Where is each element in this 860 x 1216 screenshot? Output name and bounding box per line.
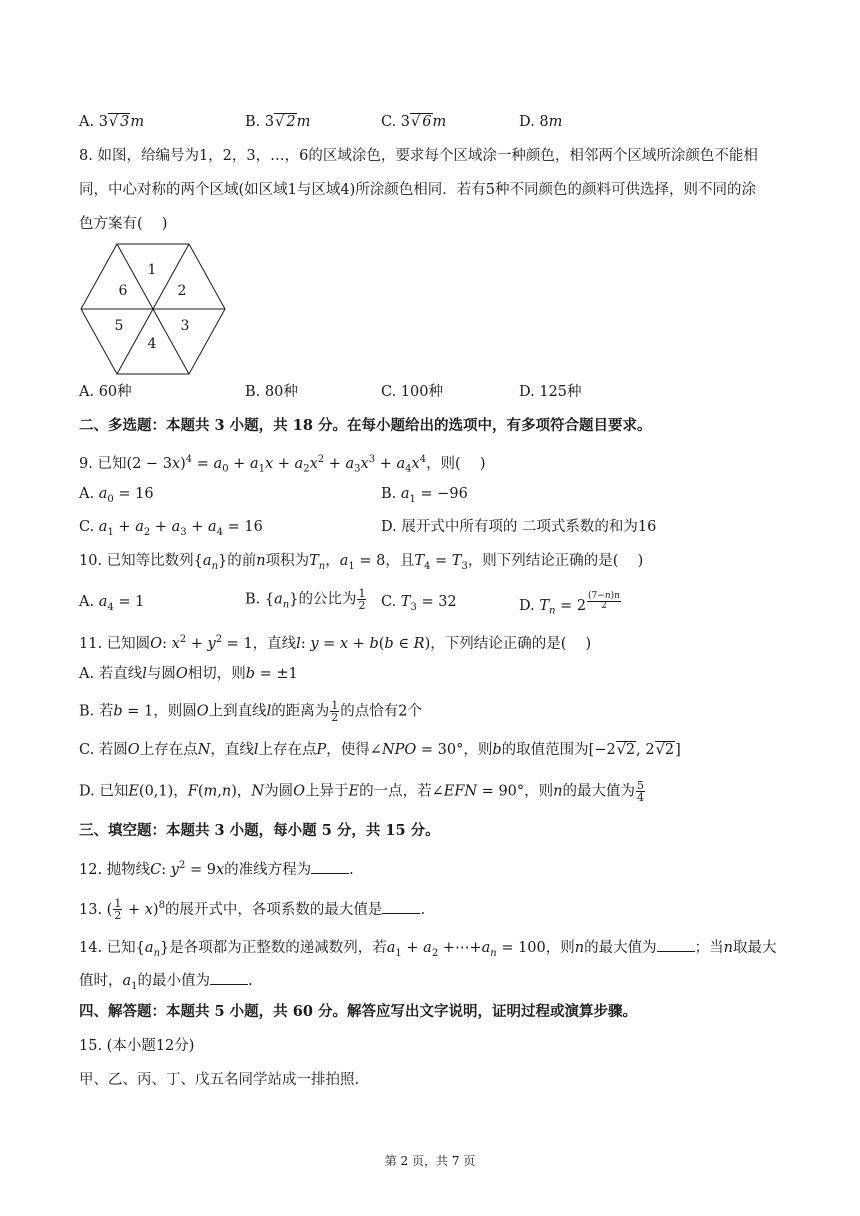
q11-option-c: C. 若圆O上存在点N，直线l上存在点P，使得∠NPO = 30°，则b的取值范围为[−2√2, 2√2] [79, 742, 681, 758]
q7-option-b: B. 3√ 2m [245, 114, 311, 130]
q10-option-a: A. $a_4 = 1$ [79, 594, 145, 613]
answer-blank[interactable] [210, 970, 248, 985]
region-4-label: 4 [147, 336, 157, 352]
q9-option-a: A. $a_0 = 16$ [79, 486, 154, 505]
q7-option-d: D. 8m [519, 114, 563, 130]
q10-option-b: B. $\{a_n\}$的公比为 $\frac{1}{2}$ [245, 587, 366, 612]
q7-option-c: C. 3√ 6m [381, 114, 447, 130]
q9-option-d: D. 展开式中所有项的 二项式系数的和为16 [381, 519, 657, 535]
q12-stem: 12. 抛物线C: $y^2 = 9x$的准线方程为 . [79, 860, 354, 878]
region-2-label: 2 [177, 283, 187, 299]
q13-stem: 13. ( $\frac{1}{2}$ + x)$^8$的展开式中，各项系数的最大值是 . [79, 897, 426, 923]
region-6-label: 6 [118, 283, 128, 299]
region-1-label: 1 [147, 262, 157, 278]
q10-option-c: C. $T_3 = 32$ [381, 594, 457, 613]
q11-option-a: A. 若直线l与圆O相切，则b = ±1 [79, 666, 298, 682]
q14-stem-line2: 值时，$a_1$的最小值为 . [79, 970, 253, 997]
q10-stem: 10. 已知等比数列$\{a_n\}$的前n项积为$T_n$，$a_1 = 8$，且$T_4 = T_3$，则下列结论正确的是( ) [79, 553, 644, 572]
q8-stem-line3: 色方案有( ) [79, 216, 168, 232]
q11-stem: 11. 已知圆O: $x^2 + y^2 = 1$，直线l: y = x + b(b ∈ R)，下列结论正确的是( ) [79, 634, 592, 652]
q9-option-b: B. $a_1 = -96$ [381, 486, 468, 505]
section-2-heading: 二、多选题：本题共 3 小题，共 18 分。在每小题给出的选项中，有多项符合题目要求。 [79, 417, 652, 434]
region-3-label: 3 [180, 318, 190, 334]
section-4-heading: 四、解答题：本题共 5 小题，共 60 分。解答应写出文字说明，证明过程或演算步骤。 [79, 1003, 637, 1020]
q7-option-a: A. 3√ 3m [79, 114, 145, 130]
q10-option-d: D. $T_n = 2$ $^{\frac{(7-n)n}{2}}$ [519, 591, 620, 617]
q9-stem: 9. 已知$(2 - 3x)^4 = a_0 + a_1x + a_2x^2 + a_3x^3 + a_4x^4$，则( ) [79, 454, 486, 475]
q8-option-d: D. 125种 [519, 384, 582, 400]
q8-option-c: C. 100种 [381, 384, 443, 400]
page-footer: 第 2 页，共 7 页 [384, 1154, 476, 1168]
q15-body: 甲、乙、丙、丁、戊五名同学站成一排拍照. [79, 1072, 360, 1088]
q8-stem-line2: 同，中心对称的两个区域(如区域1与区域4)所涂颜色相同．若有5种不同颜色的颜料可供选择，则不同的涂 [79, 182, 756, 198]
q14-stem-line1: 14. 已知$\{a_n\}$是各项都为正整数的递减数列，若$a_1 + a_2$ $+\cdots+a_n = 100$，则n的最大值为 ；当n取最大 [79, 937, 776, 964]
q8-option-b: B. 80种 [245, 384, 298, 400]
hexagon-figure [76, 242, 236, 376]
answer-blank[interactable] [382, 899, 420, 914]
q8-stem-line1: 8. 如图，给编号为1，2，3，…，6的区域涂色，要求每个区域涂一种颜色，相邻两个区域所涂颜色不能相 [79, 148, 758, 164]
answer-blank[interactable] [311, 859, 349, 874]
q11-option-d: D. 已知E(0,1)，F(m,n)，N为圆O上异于E的一点，若∠EFN = 90°，则n的最大值为 $\frac{5}{4}$ [79, 779, 644, 804]
q9-option-c: C. $a_1 + a_2 + a_3 + a_4 = 16$ [79, 519, 263, 538]
section-3-heading: 三、填空题：本题共 3 小题，每小题 5 分，共 15 分。 [79, 822, 440, 839]
q11-option-b: B. 若b = 1，则圆O上到直线l的距离为 $\frac{1}{2}$ 的点恰有2个 [79, 699, 423, 724]
region-5-label: 5 [114, 318, 124, 334]
q8-option-a: A. 60种 [79, 384, 132, 400]
answer-blank[interactable] [657, 937, 695, 952]
q15-head: 15. (本小题12分) [79, 1038, 195, 1054]
